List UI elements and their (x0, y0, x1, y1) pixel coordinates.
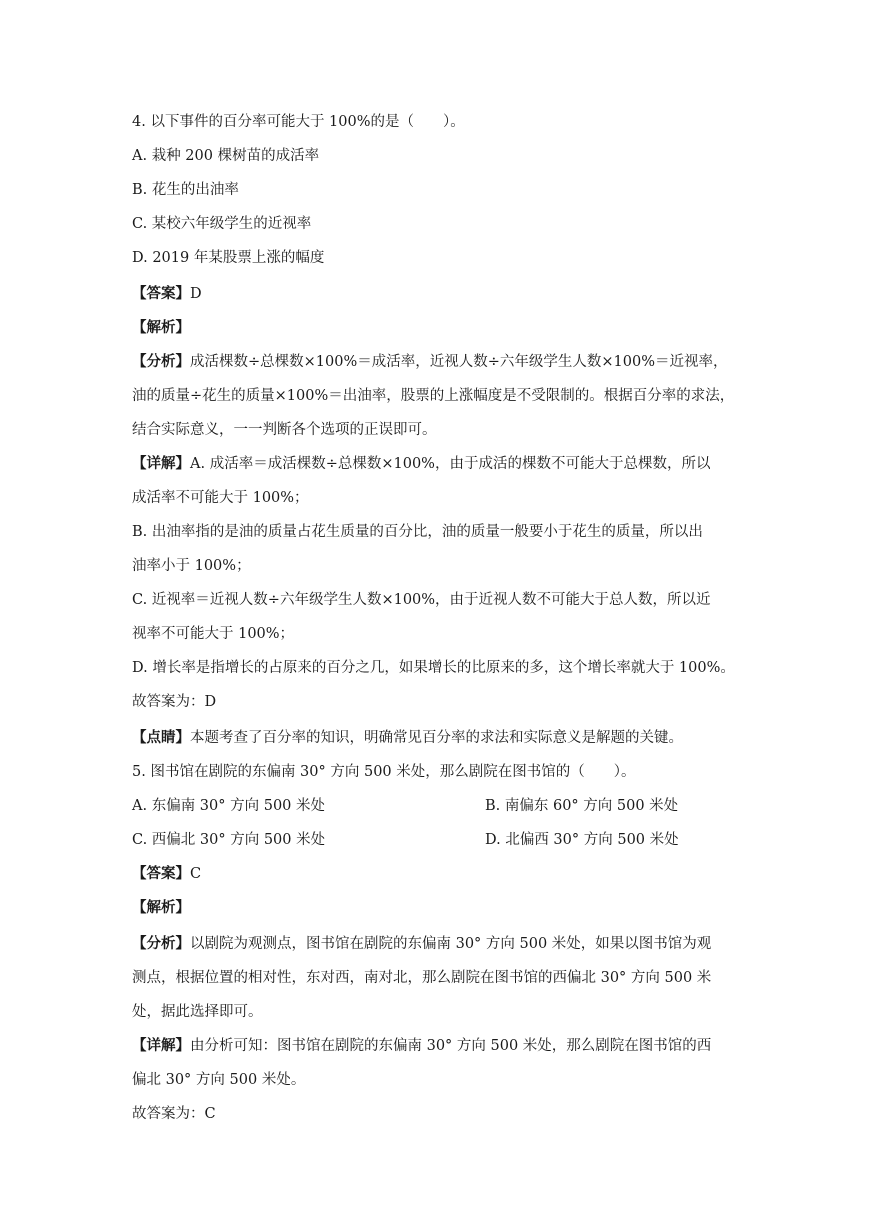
q5-answer (132, 864, 742, 884)
q5-fenxi-text-1: 以剧院为观测点，图书馆在剧院的东偏南 30° 方向 500 米处，如果以图书馆为观 (190, 936, 712, 952)
q4-option-a: A. 栽种 200 棵树苗的成活率 (132, 148, 320, 164)
q5-final-answer: 故答案为：C (132, 1106, 216, 1122)
q5-stem: 5. 图书馆在剧院的东偏南 30° 方向 500 米处，那么剧院在图书馆的（ ）。 (132, 764, 636, 780)
q5-xiangjie-text-1: 由分析可知：图书馆在剧院的东偏南 30° 方向 500 米处，那么剧院在图书馆的西 (190, 1038, 712, 1054)
q4-fenxi-line-1 (132, 352, 742, 372)
q5-xiangjie-line-2: 偏北 30° 方向 500 米处。 (132, 1072, 306, 1088)
q4-xiangjie-text-1: A. 成活率＝成活棵数÷总棵数×100%，由于成活的棵数不可能大于总棵数，所以 (190, 456, 711, 472)
q4-dianjing (132, 728, 742, 748)
q5-fenxi-line-1 (132, 934, 742, 954)
q4-analysis-tag: 【解析】 (132, 319, 190, 336)
q4-xiangjie-line-3: B. 出油率指的是油的质量占花生质量的百分比，油的质量一般要小于花生的质量，所以出 (132, 524, 703, 540)
q4-option-d: D. 2019 年某股票上涨的幅度 (132, 250, 325, 266)
q4-xiangjie-line-5: C. 近视率＝近视人数÷六年级学生人数×100%，由于近视人数不可能大于总人数，所以近 (132, 592, 711, 608)
q4-answer (132, 284, 742, 304)
q4-option-c: C. 某校六年级学生的近视率 (132, 216, 312, 232)
q5-answer-tag: 【答案】 (132, 865, 190, 882)
q4-stem: 4. 以下事件的百分率可能大于 100%的是（ ）。 (132, 114, 465, 130)
q4-answer-tag: 【答案】 (132, 285, 190, 302)
q4-xiangjie-line-1 (132, 454, 742, 474)
q4-fenxi-line-3: 结合实际意义，一一判断各个选项的正误即可。 (132, 422, 437, 438)
q5-option-d: D. 北偏西 30° 方向 500 米处 (485, 832, 679, 848)
q4-dianjing-text: 本题考查了百分率的知识，明确常见百分率的求法和实际意义是解题的关键。 (190, 730, 683, 746)
q5-answer-value: C (190, 866, 202, 882)
q5-option-c: C. 西偏北 30° 方向 500 米处 (132, 832, 326, 848)
q4-xiangjie-line-2: 成活率不可能大于 100%； (132, 490, 309, 506)
q5-analysis-tag: 【解析】 (132, 899, 190, 916)
q5-xiangjie-line-1 (132, 1036, 742, 1056)
q4-xiangjie-tag: 【详解】 (132, 455, 190, 472)
q4-fenxi-line-2: 油的质量÷花生的质量×100%＝出油率，股票的上涨幅度是不受限制的。根据百分率的求法， (132, 388, 735, 404)
q5-option-a: A. 东偏南 30° 方向 500 米处 (132, 798, 326, 814)
q5-option-b: B. 南偏东 60° 方向 500 米处 (485, 798, 679, 814)
q5-fenxi-tag: 【分析】 (132, 935, 190, 952)
q4-xiangjie-line-4: 油率小于 100%； (132, 558, 251, 574)
q5-fenxi-line-2: 测点，根据位置的相对性，东对西，南对北，那么剧院在图书馆的西偏北 30° 方向 500 米 (132, 970, 712, 986)
q4-fenxi-text-1: 成活棵数÷总棵数×100%＝成活率，近视人数÷六年级学生人数×100%＝近视率， (190, 354, 728, 370)
q5-fenxi-line-3: 处，据此选择即可。 (132, 1004, 263, 1020)
q4-xiangjie-line-7: D. 增长率是指增长的占原来的百分之几，如果增长的比原来的多，这个增长率就大于 100%。 (132, 660, 735, 676)
q4-answer-value: D (190, 286, 202, 302)
q4-dianjing-tag: 【点睛】 (132, 729, 190, 746)
q4-final-answer: 故答案为：D (132, 694, 217, 710)
q4-xiangjie-line-6: 视率不可能大于 100%； (132, 626, 295, 642)
q4-option-b: B. 花生的出油率 (132, 182, 239, 198)
q5-xiangjie-tag: 【详解】 (132, 1037, 190, 1054)
q4-fenxi-tag: 【分析】 (132, 353, 190, 370)
